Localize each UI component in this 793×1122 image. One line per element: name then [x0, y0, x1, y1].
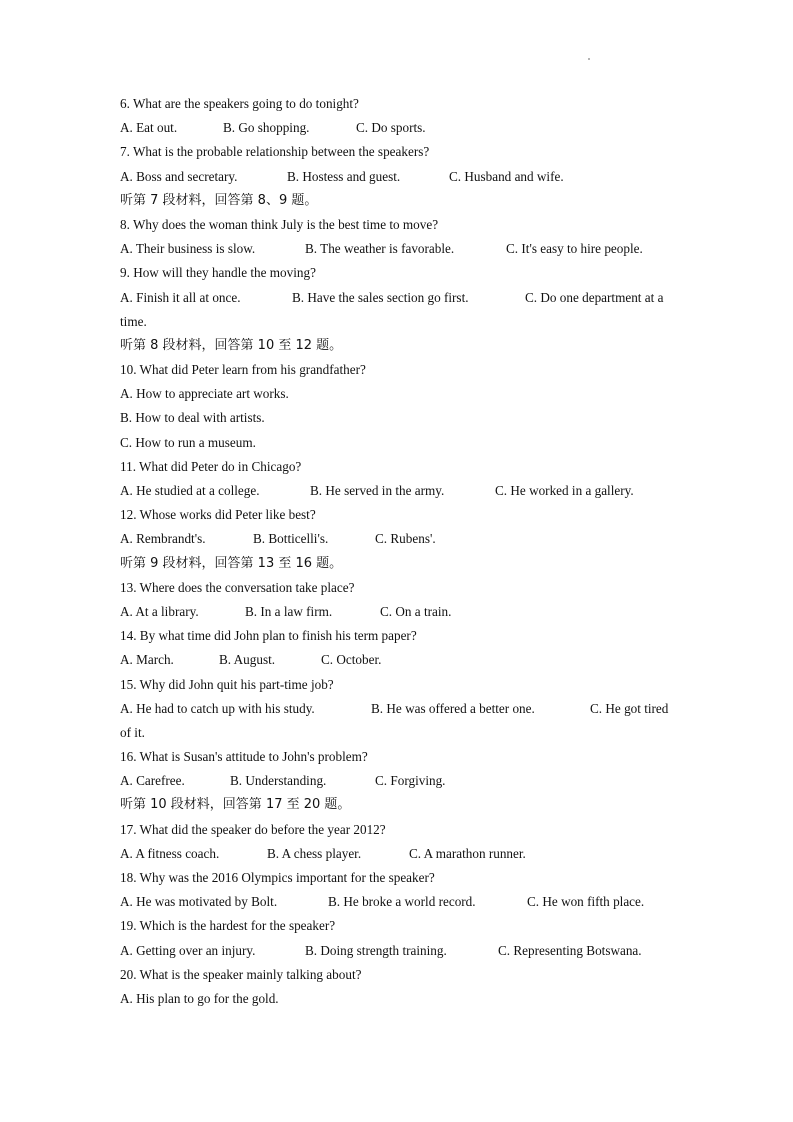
question-stem: 15. Why did John quit his part-time job? [120, 676, 334, 692]
option-b: B. Doing strength training. [305, 942, 447, 958]
options-row [120, 648, 685, 672]
option-a: A. He was motivated by Bolt. [120, 894, 278, 910]
option-a: A. A fitness coach. [120, 845, 220, 861]
scan-dot [588, 58, 590, 60]
option-c: C. Rubens'. [375, 531, 436, 547]
option-b: B. A chess player. [267, 845, 362, 861]
option-c: C. Representing Botswana. [498, 942, 642, 958]
option-a: A. Carefree. [120, 773, 185, 789]
option-c: C. Do sports. [356, 120, 426, 136]
option-b: B. He served in the army. [310, 483, 445, 498]
option-b: B. Botticelli's. [253, 531, 329, 547]
option-c: C. October. [321, 652, 382, 668]
option-c-continued: of it. [120, 724, 145, 740]
option-b: B. He broke a world record. [328, 894, 476, 910]
option-c-continued: time. [120, 313, 147, 329]
option-a: A. Rembrandt's. [120, 531, 206, 547]
option-a: A. How to appreciate art works. [120, 386, 289, 402]
options-row [120, 842, 685, 866]
option-a: A. Eat out. [120, 120, 178, 136]
options-row [120, 600, 685, 624]
options-row [120, 769, 685, 793]
option-c: C. A marathon runner. [409, 845, 526, 861]
option-c: C. He won fifth place. [527, 894, 645, 910]
options-row [120, 116, 685, 140]
option-a: A. He had to catch up with his study. [120, 700, 315, 716]
option-c: C. How to run a museum. [120, 434, 256, 450]
option-c: C. He worked in a gallery. [495, 483, 634, 498]
options-row [120, 697, 685, 721]
section-heading: 听第 10 段材料，回答第 17 至 20 题。 [120, 797, 351, 813]
option-c: C. Do one department at a [525, 289, 664, 305]
question-stem: 9. How will they handle the moving? [120, 265, 316, 281]
question-stem: 6. What are the speakers going to do tonight? [120, 96, 359, 111]
option-a: A. Getting over an injury. [120, 942, 256, 958]
question-stem: 20. What is the speaker mainly talking about? [120, 966, 362, 982]
option-b: B. He was offered a better one. [371, 700, 535, 716]
question-stem: 12. Whose works did Peter like best? [120, 507, 316, 523]
question-stem: 14. By what time did John plan to finish his term paper? [120, 628, 417, 644]
options-row [120, 165, 685, 189]
question-stem: 13. Where does the conversation take place? [120, 579, 355, 595]
section-heading: 听第 7 段材料，回答第 8、9 题。 [120, 192, 318, 208]
options-row [120, 479, 685, 503]
option-c: C. It's easy to hire people. [506, 241, 643, 257]
option-a: A. Finish it all at once. [120, 289, 241, 305]
question-stem: 18. Why was the 2016 Olympics important for the speaker? [120, 870, 435, 885]
question-stem: 10. What did Peter learn from his grandfather? [120, 362, 366, 378]
options-row [120, 527, 685, 551]
option-a: A. Their business is slow. [120, 241, 256, 257]
question-stem: 17. What did the speaker do before the year 2012? [120, 821, 386, 837]
option-a: A. He studied at a college. [120, 483, 260, 498]
option-a: A. Boss and secretary. [120, 168, 238, 184]
section-heading: 听第 9 段材料，回答第 13 至 16 题。 [120, 555, 343, 571]
option-b: B. Have the sales section go first. [292, 289, 469, 305]
question-stem: 8. Why does the woman think July is the best time to move? [120, 216, 439, 232]
option-b: B. How to deal with artists. [120, 410, 265, 426]
question-stem: 11. What did Peter do in Chicago? [120, 458, 302, 474]
option-b: B. Hostess and guest. [287, 168, 401, 184]
option-c: C. Husband and wife. [449, 168, 564, 184]
options-row [120, 939, 685, 963]
options-row [120, 890, 685, 914]
option-a: A. At a library. [120, 603, 199, 619]
options-row [120, 237, 685, 261]
option-c: C. He got tired [590, 700, 669, 716]
question-stem: 16. What is Susan's attitude to John's problem? [120, 749, 368, 765]
question-stem: 19. Which is the hardest for the speaker? [120, 918, 336, 934]
option-b: B. In a law firm. [245, 603, 333, 619]
question-list [120, 92, 685, 1011]
option-b: B. Go shopping. [223, 120, 310, 136]
question-stem: 7. What is the probable relationship between the speakers? [120, 144, 430, 160]
section-heading: 听第 8 段材料，回答第 10 至 12 题。 [120, 337, 343, 353]
option-b: B. Understanding. [230, 773, 327, 789]
option-c: C. Forgiving. [375, 773, 446, 789]
option-a: A. His plan to go for the gold. [120, 990, 279, 1006]
option-a: A. March. [120, 652, 174, 668]
option-b: B. August. [219, 652, 276, 668]
options-row [120, 286, 685, 310]
option-b: B. The weather is favorable. [305, 241, 455, 257]
option-c: C. On a train. [380, 603, 452, 619]
